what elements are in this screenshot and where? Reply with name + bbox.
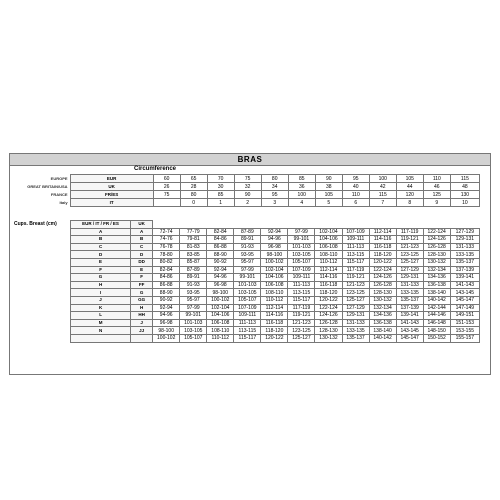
size-cell: 100 [288,191,315,199]
breast-range-cell: 129-131 [342,312,369,320]
breast-range-cell: 134-136 [423,274,450,282]
breast-range-cell: 128-130 [369,289,396,297]
breast-range-cell: 132-134 [423,266,450,274]
size-cell: 75 [153,191,180,199]
cup-eur-cell: C [71,243,131,251]
breast-range-cell: 143-145 [450,289,479,297]
breast-range-cell: 82-84 [153,266,180,274]
cup-uk-cell: HH [131,312,153,320]
breast-range-cell: 115-117 [234,334,261,342]
breast-range-cell: 125-127 [342,296,369,304]
size-cell: 5 [315,199,342,207]
breast-range-cell: 91-93 [234,243,261,251]
size-cell: 3 [261,199,288,207]
cup-uk-cell: E [131,266,153,274]
size-cell: 105 [396,175,423,183]
cup-eur-cell: K [71,304,131,312]
breast-range-cell: 107-109 [234,304,261,312]
breast-range-cell: 115-117 [288,296,315,304]
breast-range-cell: 97-99 [288,228,315,236]
chart-title: BRAS [10,154,490,166]
breast-range-cell: 109-111 [342,236,369,244]
cup-eur-cell: F [71,266,131,274]
breast-range-cell: 145-147 [396,334,423,342]
breast-range-cell: 99-101 [234,274,261,282]
breast-range-cell: 145-147 [450,296,479,304]
breast-range-cell: 128-130 [423,251,450,259]
size-cell: 34 [261,183,288,191]
size-cell: 65 [180,175,207,183]
size-cell: 120 [396,191,423,199]
breast-range-cell: 77-79 [180,228,207,236]
size-cell: 100 [369,175,396,183]
breast-range-cell: 147-149 [450,304,479,312]
breast-range-cell: 109-111 [234,312,261,320]
breast-range-cell: 104-106 [207,312,234,320]
breast-range-cell: 103-105 [180,327,207,335]
breast-range-cell: 149-151 [450,312,479,320]
breast-range-cell: 133-135 [450,251,479,259]
circumference-row [10,199,480,207]
breast-range-cell: 115-117 [342,258,369,266]
cup-uk-cell: JJ [131,327,153,335]
breast-range-cell: 85-87 [180,258,207,266]
breast-range-cell: 112-114 [261,304,288,312]
breast-range-cell: 104-106 [261,274,288,282]
circumference-table [10,174,480,207]
breast-range-cell: 137-139 [450,266,479,274]
breast-range-cell: 135-137 [342,334,369,342]
cup-row [71,289,480,297]
cup-uk-cell: A [131,228,153,236]
breast-range-cell: 106-108 [207,319,234,327]
breast-range-cell: 133-135 [342,327,369,335]
breast-range-cell: 116-118 [369,243,396,251]
breast-range-cell: 100-102 [207,296,234,304]
cup-uk-cell: C [131,243,153,251]
cup-uk-cell: B [131,236,153,244]
size-cell: 36 [288,183,315,191]
breast-range-cell: 122-124 [369,266,396,274]
breast-range-cell: 92-94 [261,228,288,236]
cups-col-uk: UK [131,221,153,229]
size-cell: 75 [234,175,261,183]
breast-range-cell: 130-132 [423,258,450,266]
breast-range-cell: 122-124 [315,304,342,312]
breast-range-cell: 84-86 [153,274,180,282]
breast-range-cell: 90-92 [153,296,180,304]
breast-range-cell: 101-103 [288,243,315,251]
size-cell: 0 [180,199,207,207]
cup-eur-cell: L [71,312,131,320]
size-cell: 90 [315,175,342,183]
size-cell: 110 [423,175,450,183]
size-cell: 95 [342,175,369,183]
size-cell: 85 [288,175,315,183]
size-cell: 115 [450,175,479,183]
size-cell: 4 [288,199,315,207]
breast-range-cell: 131-133 [450,243,479,251]
region-label: FRANCE [50,191,68,197]
breast-range-cell: 135-137 [396,296,423,304]
system-cell: FR/ES [70,191,153,199]
breast-range-cell: 114-116 [369,236,396,244]
breast-range-cell: 146-148 [423,319,450,327]
breast-range-cell: 155-157 [450,334,479,342]
breast-range-cell: 135-137 [450,258,479,266]
size-cell: 7 [369,199,396,207]
breast-range-cell: 101-103 [234,281,261,289]
cup-row [71,296,480,304]
breast-range-cell: 125-127 [288,334,315,342]
breast-range-cell: 117-119 [396,228,423,236]
size-cell [153,199,180,207]
size-cell: 115 [369,191,396,199]
system-cell: UK [70,183,153,191]
region-label: EUROPE [50,175,68,181]
cup-eur-cell: H [71,281,131,289]
cup-row [71,228,480,236]
breast-range-cell: 101-103 [180,319,207,327]
breast-range-cell: 111-113 [342,243,369,251]
size-cell: 95 [261,191,288,199]
breast-range-cell: 97-99 [234,266,261,274]
breast-range-cell: 127-129 [450,228,479,236]
breast-range-cell: 100-102 [261,258,288,266]
breast-range-cell: 141-143 [396,319,423,327]
breast-range-cell: 121-123 [288,319,315,327]
cups-heading: Cups. Breast (cm) [14,221,57,227]
breast-range-cell: 98-100 [261,251,288,259]
cup-row [71,243,480,251]
breast-range-cell: 105-107 [180,334,207,342]
breast-range-cell: 127-129 [342,304,369,312]
breast-range-cell: 143-145 [396,327,423,335]
cups-col-eur: EUR / IT / FR / ES [71,221,131,229]
size-cell: 1 [207,199,234,207]
cups-header-row [71,221,480,229]
breast-range-cell: 130-132 [315,334,342,342]
breast-range-cell: 82-84 [207,228,234,236]
breast-range-cell: 113-115 [234,327,261,335]
size-cell: 85 [207,191,234,199]
breast-range-cell: 119-121 [342,274,369,282]
cup-eur-cell: I [71,289,131,297]
circumference-heading: Circumference [134,166,177,172]
cups-table [70,220,480,343]
breast-range-cell: 116-118 [261,319,288,327]
breast-range-cell: 93-95 [234,251,261,259]
breast-range-cell: 109-111 [288,274,315,282]
breast-range-cell: 102-104 [207,304,234,312]
breast-range-cell: 111-113 [288,281,315,289]
breast-range-cell: 144-146 [423,312,450,320]
breast-range-cell: 148-150 [423,327,450,335]
breast-range-cell: 105-107 [288,258,315,266]
breast-range-cell: 124-126 [369,274,396,282]
breast-range-cell: 132-134 [369,304,396,312]
breast-range-cell: 76-78 [153,243,180,251]
breast-range-cell: 91-93 [180,281,207,289]
breast-range-cell: 129-131 [450,236,479,244]
cup-row [71,266,480,274]
breast-range-cell: 138-140 [369,327,396,335]
breast-range-cell: 151-153 [450,319,479,327]
size-cell: 130 [450,191,479,199]
breast-range-cell: 113-115 [342,251,369,259]
breast-range-cell: 94-96 [207,274,234,282]
breast-range-cell: 98-100 [153,327,180,335]
breast-range-cell: 96-98 [153,319,180,327]
size-cell: 2 [234,199,261,207]
cup-eur-cell: E [71,258,131,266]
region-label: GREAT BRITAIN/USA [27,183,68,189]
size-cell: 30 [207,183,234,191]
cup-row [71,334,480,342]
breast-range-cell: 110-112 [261,296,288,304]
breast-range-cell: 79-81 [180,236,207,244]
size-cell: 6 [342,199,369,207]
cup-uk-cell: FF [131,281,153,289]
breast-range-cell: 107-109 [288,266,315,274]
cup-row [71,327,480,335]
breast-range-cell: 123-125 [396,251,423,259]
size-cell: 40 [342,183,369,191]
size-cell: 105 [315,191,342,199]
breast-range-cell: 94-96 [261,236,288,244]
cup-row [71,319,480,327]
breast-range-cell: 137-139 [396,304,423,312]
region-label: Italy [59,199,68,205]
breast-range-cell: 104-106 [315,236,342,244]
breast-range-cell: 118-120 [261,327,288,335]
size-cell: 26 [153,183,180,191]
circumference-row [10,191,480,199]
cup-row [71,258,480,266]
breast-range-cell: 99-101 [180,312,207,320]
cup-uk-cell: F [131,274,153,282]
breast-range-cell: 100-102 [153,334,180,342]
breast-range-cell: 141-143 [450,281,479,289]
breast-range-cell: 90-92 [207,258,234,266]
size-cell: 90 [234,191,261,199]
breast-range-cell: 108-110 [207,327,234,335]
breast-range-cell: 102-104 [261,266,288,274]
breast-range-cell: 103-105 [234,289,261,297]
breast-range-cell: 114-116 [315,274,342,282]
breast-range-cell: 150-152 [423,334,450,342]
size-cell: 10 [450,199,479,207]
size-cell: 60 [153,175,180,183]
breast-range-cell: 139-141 [396,312,423,320]
breast-range-cell: 110-112 [315,258,342,266]
breast-range-cell: 118-120 [315,289,342,297]
breast-range-cell: 120-122 [369,258,396,266]
breast-range-cell: 97-99 [180,304,207,312]
breast-range-cell: 88-90 [207,251,234,259]
breast-range-cell: 123-125 [342,289,369,297]
cup-eur-cell: G [71,274,131,282]
breast-range-cell: 96-98 [207,281,234,289]
breast-range-cell: 123-125 [288,327,315,335]
breast-range-cell: 140-142 [423,296,450,304]
breast-range-cell: 106-108 [261,281,288,289]
breast-range-cell: 88-90 [153,289,180,297]
breast-range-cell: 103-105 [288,251,315,259]
breast-range-cell: 153-155 [450,327,479,335]
breast-range-cell: 87-89 [234,228,261,236]
size-cell: 48 [450,183,479,191]
breast-range-cell: 95-97 [180,296,207,304]
breast-range-cell: 108-110 [315,251,342,259]
cup-eur-cell: M [71,319,131,327]
size-cell: 8 [396,199,423,207]
cup-uk-cell [131,334,153,342]
cup-uk-cell: GG [131,296,153,304]
system-cell: IT [70,199,153,207]
size-cell: 44 [396,183,423,191]
size-cell: 80 [180,191,207,199]
breast-range-cell: 96-98 [261,243,288,251]
breast-range-cell: 72-74 [153,228,180,236]
breast-range-cell: 139-141 [450,274,479,282]
breast-range-cell: 106-108 [315,243,342,251]
breast-range-cell: 142-144 [423,304,450,312]
breast-range-cell: 129-131 [396,274,423,282]
breast-range-cell: 107-109 [342,228,369,236]
breast-range-cell: 124-126 [315,312,342,320]
breast-range-cell: 95-97 [234,258,261,266]
breast-range-cell: 78-80 [153,251,180,259]
breast-range-cell: 98-100 [207,289,234,297]
breast-range-cell: 121-123 [342,281,369,289]
breast-range-cell: 140-142 [369,334,396,342]
breast-range-cell: 99-101 [288,236,315,244]
cup-row [71,274,480,282]
size-cell: 38 [315,183,342,191]
breast-range-cell: 94-96 [153,312,180,320]
breast-range-cell: 87-89 [180,266,207,274]
breast-range-cell: 89-91 [180,274,207,282]
breast-range-cell: 126-128 [369,281,396,289]
breast-range-cell: 83-85 [180,251,207,259]
size-cell: 42 [369,183,396,191]
breast-range-cell: 114-116 [261,312,288,320]
breast-range-cell: 124-126 [423,236,450,244]
system-cell: EUR [70,175,153,183]
size-cell: 9 [423,199,450,207]
cup-row [71,236,480,244]
breast-range-cell: 89-91 [234,236,261,244]
cup-uk-cell: G [131,289,153,297]
breast-range-cell: 92-94 [207,266,234,274]
breast-range-cell: 92-94 [153,304,180,312]
breast-range-cell: 127-129 [396,266,423,274]
cup-eur-cell: N [71,327,131,335]
size-cell: 46 [423,183,450,191]
breast-range-cell: 120-122 [315,296,342,304]
breast-range-cell: 86-88 [207,243,234,251]
breast-range-cell: 120-122 [261,334,288,342]
breast-range-cell: 111-113 [234,319,261,327]
breast-range-cell: 119-121 [288,312,315,320]
breast-range-cell: 136-138 [423,281,450,289]
cup-row [71,304,480,312]
cup-uk-cell: J [131,319,153,327]
size-cell: 125 [423,191,450,199]
breast-range-cell: 134-136 [369,312,396,320]
circumference-row [10,183,480,191]
cup-uk-cell: H [131,304,153,312]
breast-range-cell: 81-83 [180,243,207,251]
cup-row [71,281,480,289]
breast-range-cell: 119-121 [396,236,423,244]
cup-row [71,251,480,259]
cup-eur-cell: D [71,251,131,259]
cup-eur-cell: J [71,296,131,304]
breast-range-cell: 113-115 [288,289,315,297]
cup-uk-cell: DD [131,258,153,266]
breast-range-cell: 108-110 [261,289,288,297]
breast-range-cell: 117-119 [288,304,315,312]
cup-eur-cell [71,334,131,342]
size-cell: 110 [342,191,369,199]
breast-range-cell: 117-119 [342,266,369,274]
breast-range-cell: 102-104 [315,228,342,236]
size-cell: 70 [207,175,234,183]
breast-range-cell: 74-76 [153,236,180,244]
breast-range-cell: 84-86 [207,236,234,244]
cup-row [71,312,480,320]
breast-range-cell: 131-133 [342,319,369,327]
breast-range-cell: 138-140 [423,289,450,297]
size-cell: 28 [180,183,207,191]
breast-range-cell: 112-114 [369,228,396,236]
cup-uk-cell: D [131,251,153,259]
breast-range-cell: 130-132 [369,296,396,304]
breast-range-cell: 105-107 [234,296,261,304]
breast-range-cell: 122-124 [423,228,450,236]
breast-range-cell: 133-135 [396,289,423,297]
breast-range-cell: 80-82 [153,258,180,266]
breast-range-cell: 126-128 [423,243,450,251]
breast-range-cell: 136-138 [369,319,396,327]
breast-range-cell: 126-128 [315,319,342,327]
breast-range-cell: 131-133 [396,281,423,289]
cup-eur-cell: B [71,236,131,244]
size-cell: 32 [234,183,261,191]
breast-range-cell: 116-118 [315,281,342,289]
breast-range-cell: 128-130 [315,327,342,335]
breast-range-cell: 112-114 [315,266,342,274]
breast-range-cell: 121-123 [396,243,423,251]
size-cell: 80 [261,175,288,183]
breast-range-cell: 125-127 [396,258,423,266]
breast-range-cell: 110-112 [207,334,234,342]
circumference-row [10,175,480,183]
breast-range-cell: 86-88 [153,281,180,289]
breast-range-cell: 93-95 [180,289,207,297]
cup-eur-cell: A [71,228,131,236]
breast-range-cell: 118-120 [369,251,396,259]
